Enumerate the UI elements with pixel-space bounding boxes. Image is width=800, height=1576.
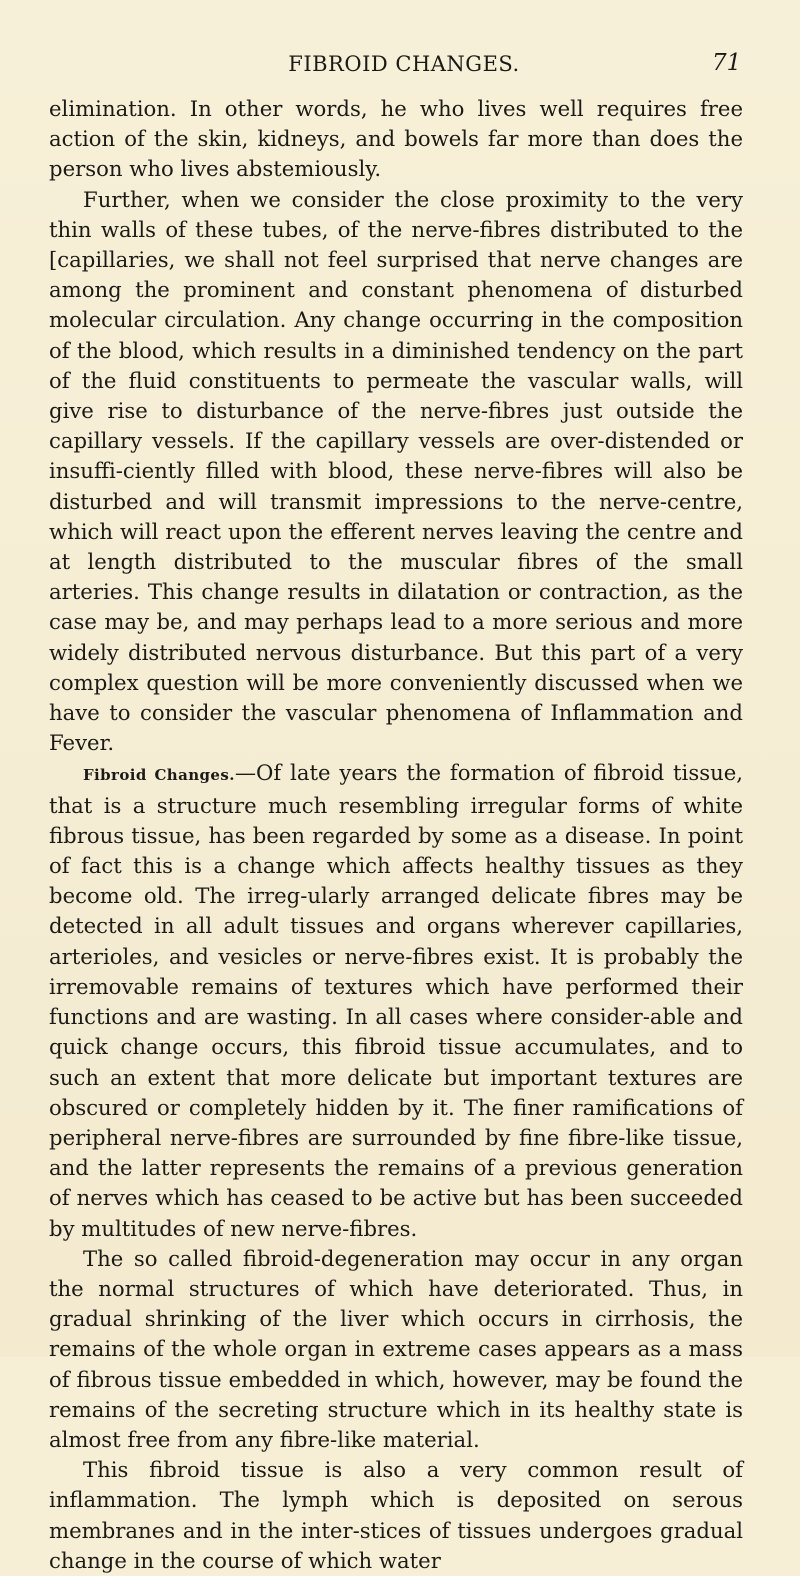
paragraph-nerve-changes: Further, when we consider the close proximity to the very thin walls of these tubes, of the nerve-fibres distributed to the [capillaries, we shall not feel surprised that nerve changes are among the prominent and constant phenomena of disturbed molecular circulation. Any change occurring in the composition of the blood, which results in a diminished tendency on the part of the fluid constituents to permeate the vascular walls, will give rise to disturbance of the nerve-fibres just outside the capillary vessels. If the capillary vessels are over-distended or insuffi-ciently filled with blood, these nerve-fibres will also be disturbed and will transmit impressions to the nerve-centre, which will react upon the efferent nerves leaving the centre and at length distributed to the muscular fibres of the small arteries. This change results in dilatation or contraction, as the case may be, and may perhaps lead to a more serious and more widely distributed nervous disturbance. But this part of a very complex question will be more conveniently discussed when we have to consider the vascular phenomena of Inflammation and Fever. <box>49 186 743 756</box>
body-text <box>49 94 743 1576</box>
paragraph-inflammation: This fibroid tissue is also a very common result of inflammation. The lymph which is deposited on serous membranes and in the inter-stices of tissues undergoes gradual change in the course of which water <box>49 1457 743 1573</box>
section-sidehead: Fibroid Changes. <box>83 766 235 785</box>
paragraph-fibroid-changes <box>49 758 743 1243</box>
page-number: 71 <box>712 50 742 76</box>
paragraph-fibroid-degeneration: The so called fibroid-degeneration may occur in any organ the normal structures of which have deteriorated. Thus, in gradual shrinking of the liver which occurs in cirrhosis, the remains of the whole organ in extreme cases appears as a mass of fibrous tissue embedded in which, however, may be found the remains of the secreting structure which in its healthy state is almost free from any fibre-like material. <box>49 1245 743 1452</box>
running-title: FIBROID CHANGES. <box>288 52 520 76</box>
paragraph-elimination: elimination. In other words, he who lives well requires free action of the skin, kidneys, and bowels far more than does the person who lives abstemiously. <box>49 96 743 182</box>
paragraph-fibroid-changes-text: —Of late years the formation of fibroid tissue, that is a structure much resembling irregular forms of white fibrous tissue, has been regarded by some as a disease. In point of fact this is a change which affects healthy tissues as they become old. The irreg-ularly arranged delicate fibres may be detected in all adult tissues and organs wherever capillaries, arterioles, and vesicles or nerve-fibres exist. It is probably the irremovable remains of textures which have performed their functions and are wasting. In all cases where consider-able and quick change occurs, this fibroid tissue accumulates, and to such an extent that more delicate but important textures are obscured or completely hidden by it. The finer ramifications of peripheral nerve-fibres are surrounded by fine fibre-like tissue, and the latter represents the remains of a previous generation of nerves which has ceased to be active but has been succeeded by multitudes of new nerve-fibres. <box>49 760 743 1241</box>
